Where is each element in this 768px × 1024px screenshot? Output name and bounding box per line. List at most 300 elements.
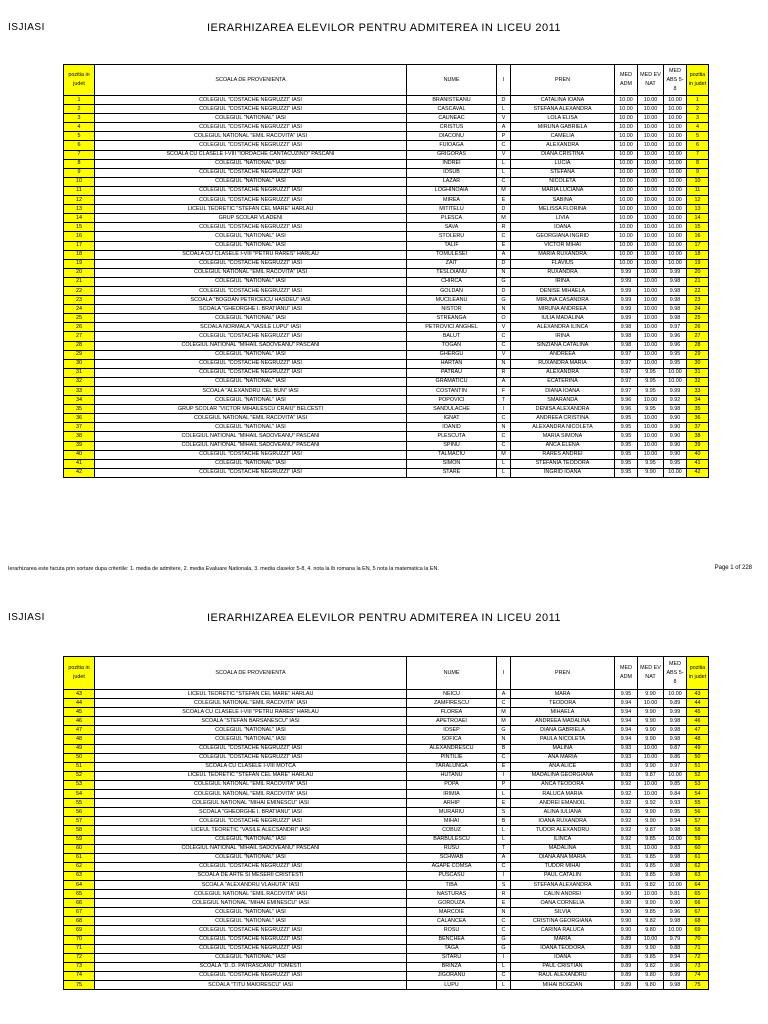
- cell-med-abs: 9.84: [664, 790, 687, 799]
- cell-med-ev: 9.85: [638, 853, 664, 862]
- cell-initial: B: [497, 744, 511, 753]
- cell-pren: SINZIANA CATALINA: [511, 341, 615, 350]
- cell-initial: D: [497, 96, 511, 105]
- cell-name: SPINU: [407, 441, 497, 450]
- cell-med-adm: 9.90: [615, 917, 638, 926]
- cell-position-right: 40: [687, 450, 709, 459]
- cell-school: SCOALA "STEFAN BARSANESCU" IASI: [95, 717, 407, 726]
- cell-med-adm: 9.90: [615, 899, 638, 908]
- cell-school: COLEGIUL "NATIONAL" IASI: [95, 917, 407, 926]
- table-row: [64, 423, 709, 432]
- cell-med-ev: 10.00: [638, 177, 664, 186]
- cell-name: IOSUB: [407, 168, 497, 177]
- cell-med-adm: 10.00: [615, 196, 638, 205]
- cell-pren: MARA: [511, 690, 615, 699]
- cell-pren: IRINA: [511, 332, 615, 341]
- col-school: SCOALA DE PROVENIENTA: [95, 65, 407, 96]
- cell-pren: MARIA: [511, 935, 615, 944]
- cell-school: COLEGIUL "NATIONAL" IASI: [95, 953, 407, 962]
- cell-med-adm: 9.95: [615, 468, 638, 477]
- cell-med-adm: 9.90: [615, 908, 638, 917]
- cell-med-adm: 9.92: [615, 808, 638, 817]
- cell-position-right: 71: [687, 944, 709, 953]
- cell-med-ev: 9.90: [638, 817, 664, 826]
- cell-med-ev: 9.95: [638, 405, 664, 414]
- cell-position-right: 31: [687, 368, 709, 377]
- cell-school: COLEGIUL NATIONAL "MIHAI EMINESCU" IASI: [95, 799, 407, 808]
- cell-med-abs: 9.95: [664, 350, 687, 359]
- cell-name: CALANCEA: [407, 917, 497, 926]
- cell-pren: CARINA RALUCA: [511, 926, 615, 935]
- cell-initial: L: [497, 105, 511, 114]
- cell-pren: PAUL CRISTIAN: [511, 962, 615, 971]
- cell-position: 35: [64, 405, 95, 414]
- cell-med-adm: 9.93: [615, 771, 638, 780]
- cell-pren: MADALINA: [511, 844, 615, 853]
- header-org: ISJIASI: [8, 22, 45, 33]
- cell-med-adm: 9.96: [615, 396, 638, 405]
- cell-position-right: 19: [687, 259, 709, 268]
- cell-name: CRISTUS: [407, 123, 497, 132]
- cell-pren: STEFANA: [511, 168, 615, 177]
- cell-position-right: 67: [687, 908, 709, 917]
- table-row: [64, 871, 709, 880]
- cell-med-adm: 9.95: [615, 414, 638, 423]
- cell-position: 7: [64, 150, 95, 159]
- col-initial: I: [497, 657, 511, 690]
- cell-name: SOFICA: [407, 735, 497, 744]
- cell-med-abs: 10.00: [664, 114, 687, 123]
- cell-position: 37: [64, 423, 95, 432]
- table-row: [64, 123, 709, 132]
- cell-med-adm: 10.00: [615, 141, 638, 150]
- table-row: [64, 150, 709, 159]
- cell-name: PLESCUTA: [407, 432, 497, 441]
- cell-med-abs: 9.79: [664, 935, 687, 944]
- cell-med-adm: 10.00: [615, 186, 638, 195]
- cell-initial: R: [497, 223, 511, 232]
- table-row: [64, 735, 709, 744]
- cell-pren: LOLA ELISA: [511, 114, 615, 123]
- table-row: [64, 168, 709, 177]
- table-row: [64, 826, 709, 835]
- cell-pren: DENISE MIHAELA: [511, 286, 615, 295]
- cell-pren: LUCIA: [511, 159, 615, 168]
- cell-med-ev: 9.85: [638, 953, 664, 962]
- col-pren: PREN: [511, 657, 615, 690]
- cell-pren: MARIA RUXANDRA: [511, 250, 615, 259]
- table-row: [64, 762, 709, 771]
- cell-name: STREANGA: [407, 314, 497, 323]
- cell-position: 53: [64, 780, 95, 789]
- cell-position: 4: [64, 123, 95, 132]
- col-position-right: pozitia in judet: [687, 657, 709, 690]
- cell-med-abs: 9.98: [664, 871, 687, 880]
- cell-initial: O: [497, 314, 511, 323]
- cell-med-adm: 9.98: [615, 323, 638, 332]
- col-position: pozitia in judet: [64, 657, 95, 690]
- cell-med-ev: 9.90: [638, 899, 664, 908]
- cell-med-ev: 9.90: [638, 944, 664, 953]
- cell-school: COLEGIUL "NATIONAL" IASI: [95, 423, 407, 432]
- cell-school: GRUP SCOLAR VLADENI: [95, 214, 407, 223]
- col-med-adm: MED ADM: [615, 657, 638, 690]
- cell-med-ev: 9.85: [638, 871, 664, 880]
- cell-med-abs: 9.87: [664, 744, 687, 753]
- table-header: [64, 65, 709, 96]
- cell-med-ev: 9.90: [638, 762, 664, 771]
- cell-med-abs: 10.00: [664, 214, 687, 223]
- col-pren: PREN: [511, 65, 615, 96]
- cell-med-adm: 9.94: [615, 726, 638, 735]
- cell-pren: ANA MARIA: [511, 753, 615, 762]
- cell-med-ev: 9.90: [638, 708, 664, 717]
- table-row: [64, 177, 709, 186]
- cell-position-right: 56: [687, 808, 709, 817]
- cell-school: COLEGIUL "COSTACHE NEGRUZZI" IASI: [95, 141, 407, 150]
- cell-pren: ALEXANDRA ILINCA: [511, 323, 615, 332]
- table-row: [64, 862, 709, 871]
- cell-school: SCOALA CU CLASELE I-VIII MOTCA: [95, 762, 407, 771]
- table-row: [64, 368, 709, 377]
- cell-position-right: 63: [687, 871, 709, 880]
- cell-initial: M: [497, 708, 511, 717]
- table-row: [64, 459, 709, 468]
- cell-med-ev: 10.00: [638, 114, 664, 123]
- cell-school: COLEGIUL "COSTACHE NEGRUZZI" IASI: [95, 105, 407, 114]
- cell-position-right: 25: [687, 314, 709, 323]
- table-row: [64, 971, 709, 980]
- cell-pren: OANA CORNELIA: [511, 899, 615, 908]
- cell-position: 18: [64, 250, 95, 259]
- cell-initial: E: [497, 241, 511, 250]
- cell-position-right: 57: [687, 817, 709, 826]
- cell-position-right: 42: [687, 468, 709, 477]
- cell-med-ev: 10.00: [638, 844, 664, 853]
- cell-school: COLEGIUL "NATIONAL" IASI: [95, 232, 407, 241]
- cell-med-abs: 9.99: [664, 387, 687, 396]
- cell-school: COLEGIUL NATIONAL "EMIL RACOVITA" IASI: [95, 414, 407, 423]
- cell-initial: I: [497, 771, 511, 780]
- cell-position: 36: [64, 414, 95, 423]
- cell-pren: ANCA TEODORA: [511, 780, 615, 789]
- table-row: [64, 387, 709, 396]
- cell-med-abs: 9.90: [664, 441, 687, 450]
- cell-initial: L: [497, 168, 511, 177]
- cell-initial: A: [497, 250, 511, 259]
- cell-med-abs: 9.92: [664, 396, 687, 405]
- cell-med-abs: 9.98: [664, 726, 687, 735]
- col-name: NUME: [407, 65, 497, 96]
- cell-position-right: 23: [687, 296, 709, 305]
- cell-med-abs: 9.88: [664, 944, 687, 953]
- cell-initial: C: [497, 177, 511, 186]
- cell-pren: IOANA: [511, 223, 615, 232]
- table-row: [64, 890, 709, 899]
- cell-school: COLEGIUL NATIONAL "EMIL RACOVITA" IASI: [95, 132, 407, 141]
- cell-initial: L: [497, 826, 511, 835]
- cell-school: COLEGIUL "COSTACHE NEGRUZZI" IASI: [95, 359, 407, 368]
- cell-pren: IULIA MADALINA: [511, 314, 615, 323]
- col-med-abs: MED ABS 5-8: [664, 657, 687, 690]
- cell-name: MIREA: [407, 196, 497, 205]
- cell-name: COBUZ: [407, 826, 497, 835]
- cell-position: 24: [64, 305, 95, 314]
- table-row: [64, 250, 709, 259]
- cell-school: COLEGIUL "NATIONAL" IASI: [95, 159, 407, 168]
- cell-med-ev: 10.00: [638, 350, 664, 359]
- cell-position-right: 22: [687, 286, 709, 295]
- cell-name: GOLDAN: [407, 286, 497, 295]
- cell-med-ev: 10.00: [638, 935, 664, 944]
- cell-med-adm: 10.00: [615, 205, 638, 214]
- cell-med-ev: 10.00: [638, 423, 664, 432]
- cell-initial: B: [497, 817, 511, 826]
- cell-position-right: 6: [687, 141, 709, 150]
- cell-med-abs: 9.96: [664, 341, 687, 350]
- cell-initial: L: [497, 459, 511, 468]
- cell-school: COLEGIUL "COSTACHE NEGRUZZI" IASI: [95, 186, 407, 195]
- cell-position: 75: [64, 981, 95, 990]
- cell-name: PETROVICI ANGHEL: [407, 323, 497, 332]
- cell-pren: CALIN ANDREI: [511, 890, 615, 899]
- cell-med-abs: 10.00: [664, 771, 687, 780]
- cell-name: AGAPE COMSA: [407, 862, 497, 871]
- cell-med-adm: 10.00: [615, 241, 638, 250]
- cell-name: ZAMFIRESCU: [407, 699, 497, 708]
- cell-med-abs: 10.00: [664, 232, 687, 241]
- cell-name: SAVA: [407, 223, 497, 232]
- cell-position-right: 54: [687, 790, 709, 799]
- cell-med-ev: 10.00: [638, 105, 664, 114]
- cell-med-adm: 10.00: [615, 223, 638, 232]
- cell-school: SCOALA "BOGDAN PETRICEICU HASDEU" IASI: [95, 296, 407, 305]
- cell-position-right: 28: [687, 341, 709, 350]
- cell-school: COLEGIUL "COSTACHE NEGRUZZI" IASI: [95, 862, 407, 871]
- cell-med-abs: 10.00: [664, 468, 687, 477]
- cell-med-adm: 9.99: [615, 268, 638, 277]
- cell-name: SANDULACHE: [407, 405, 497, 414]
- cell-position-right: 14: [687, 214, 709, 223]
- cell-position-right: 55: [687, 799, 709, 808]
- cell-position-right: 9: [687, 168, 709, 177]
- cell-med-adm: 9.91: [615, 871, 638, 880]
- cell-name: MUCILEANU: [407, 296, 497, 305]
- cell-med-abs: 9.98: [664, 862, 687, 871]
- cell-med-ev: 10.00: [638, 159, 664, 168]
- cell-pren: MIRUNA ANDREEA: [511, 305, 615, 314]
- footnote: Ierarhizarea este facuta prin sortare dupa criteriile: 1. media de admitere, 2. media Evaluare Nationala, 3. media claselor 5-8, 4. nota la lb romana la EN, 5 nota la matematica la EN.: [8, 566, 439, 572]
- table-row: [64, 141, 709, 150]
- cell-initial: C: [497, 332, 511, 341]
- cell-position: 14: [64, 214, 95, 223]
- cell-position: 3: [64, 114, 95, 123]
- cell-pren: MIHAELA: [511, 708, 615, 717]
- table-row: [64, 314, 709, 323]
- cell-name: MARCOIE: [407, 908, 497, 917]
- cell-med-abs: 10.00: [664, 259, 687, 268]
- cell-position-right: 66: [687, 899, 709, 908]
- cell-initial: L: [497, 159, 511, 168]
- cell-pren: MADALINA GEORGIANA: [511, 771, 615, 780]
- cell-name: COSTANTIN: [407, 387, 497, 396]
- cell-position: 65: [64, 890, 95, 899]
- cell-position-right: 41: [687, 459, 709, 468]
- table-row: [64, 332, 709, 341]
- cell-med-ev: 9.80: [638, 971, 664, 980]
- cell-position-right: 38: [687, 432, 709, 441]
- cell-school: COLEGIUL NATIONAL "MIHAIL SADOVEANU" PASCANI: [95, 844, 407, 853]
- cell-pren: DIANA CRISTINA: [511, 150, 615, 159]
- cell-initial: V: [497, 323, 511, 332]
- cell-position-right: 60: [687, 844, 709, 853]
- cell-med-abs: 10.00: [664, 377, 687, 386]
- cell-school: COLEGIUL NATIONAL "EMIL RACOVITA" IASI: [95, 790, 407, 799]
- cell-med-adm: 9.93: [615, 762, 638, 771]
- cell-name: RUSU: [407, 844, 497, 853]
- cell-position: 42: [64, 468, 95, 477]
- cell-initial: M: [497, 214, 511, 223]
- cell-med-abs: 9.98: [664, 314, 687, 323]
- cell-position-right: 50: [687, 753, 709, 762]
- cell-med-ev: 10.00: [638, 396, 664, 405]
- cell-name: ROSU: [407, 926, 497, 935]
- cell-med-adm: 9.92: [615, 826, 638, 835]
- table-row: [64, 341, 709, 350]
- cell-name: ZAIT: [407, 259, 497, 268]
- cell-name: DIACONU: [407, 132, 497, 141]
- cell-med-abs: 9.95: [664, 359, 687, 368]
- cell-med-adm: 9.89: [615, 981, 638, 990]
- table-row: [64, 744, 709, 753]
- cell-pren: DIANA IOANA: [511, 387, 615, 396]
- table-row: [64, 132, 709, 141]
- cell-position: 32: [64, 377, 95, 386]
- cell-med-adm: 9.91: [615, 862, 638, 871]
- table-row: [64, 808, 709, 817]
- cell-school: COLEGIUL "COSTACHE NEGRUZZI" IASI: [95, 332, 407, 341]
- cell-name: PUSCASU: [407, 871, 497, 880]
- cell-position-right: 13: [687, 205, 709, 214]
- table-row: [64, 96, 709, 105]
- cell-med-ev: 10.00: [638, 744, 664, 753]
- cell-med-ev: 9.90: [638, 726, 664, 735]
- cell-school: SCOALA "ALEXANDRU VLAHUTA" IASI: [95, 880, 407, 889]
- cell-position: 27: [64, 332, 95, 341]
- cell-pren: RARES ANDREI: [511, 450, 615, 459]
- cell-med-abs: 10.00: [664, 196, 687, 205]
- cell-position: 60: [64, 844, 95, 853]
- cell-med-ev: 9.82: [638, 880, 664, 889]
- cell-med-ev: 10.00: [638, 780, 664, 789]
- cell-initial: C: [497, 699, 511, 708]
- cell-school: LICEUL TEORETIC "VASILE ALECSANDRI" IASI: [95, 826, 407, 835]
- cell-position-right: 72: [687, 953, 709, 962]
- cell-med-adm: 9.94: [615, 708, 638, 717]
- cell-med-abs: 9.85: [664, 780, 687, 789]
- cell-med-ev: 9.80: [638, 926, 664, 935]
- cell-med-abs: 10.00: [664, 186, 687, 195]
- cell-pren: GEORGIANA INGRID: [511, 232, 615, 241]
- cell-med-ev: 9.92: [638, 799, 664, 808]
- cell-initial: F: [497, 387, 511, 396]
- cell-med-adm: 9.95: [615, 432, 638, 441]
- cell-school: COLEGIUL "NATIONAL" IASI: [95, 377, 407, 386]
- cell-name: CHIRCA: [407, 277, 497, 286]
- cell-med-adm: 9.91: [615, 853, 638, 862]
- cell-position-right: 62: [687, 862, 709, 871]
- cell-initial: M: [497, 186, 511, 195]
- cell-position-right: 36: [687, 414, 709, 423]
- cell-pren: STEFANIA TEODORA: [511, 459, 615, 468]
- cell-position-right: 20: [687, 268, 709, 277]
- cell-pren: STEFANA ALEXANDRA: [511, 105, 615, 114]
- cell-school: SCOALA "ALEXANDRU CEL BUN" IASI: [95, 387, 407, 396]
- table-row: [64, 223, 709, 232]
- cell-med-abs: 10.00: [664, 368, 687, 377]
- cell-pren: CAMELIA: [511, 132, 615, 141]
- cell-position-right: 1: [687, 96, 709, 105]
- cell-med-abs: 10.00: [664, 223, 687, 232]
- cell-med-adm: 9.92: [615, 790, 638, 799]
- cell-pren: IRINA: [511, 277, 615, 286]
- cell-initial: S: [497, 880, 511, 889]
- cell-position: 63: [64, 871, 95, 880]
- cell-initial: A: [497, 690, 511, 699]
- cell-med-adm: 10.00: [615, 177, 638, 186]
- cell-initial: A: [497, 853, 511, 862]
- cell-med-adm: 9.97: [615, 387, 638, 396]
- cell-med-adm: 9.97: [615, 359, 638, 368]
- cell-school: COLEGIUL "COSTACHE NEGRUZZI" IASI: [95, 286, 407, 295]
- cell-name: MURARIU: [407, 808, 497, 817]
- cell-school: SCOALA CU CLASELE I-VIII "PETRU RARES" HARLAU: [95, 708, 407, 717]
- cell-med-ev: 10.00: [638, 286, 664, 295]
- cell-name: BALUT: [407, 332, 497, 341]
- cell-position-right: 29: [687, 350, 709, 359]
- cell-med-adm: 9.92: [615, 799, 638, 808]
- cell-position-right: 32: [687, 377, 709, 386]
- cell-pren: ANDREEA: [511, 350, 615, 359]
- cell-name: SITARU: [407, 953, 497, 962]
- table-row: [64, 405, 709, 414]
- cell-school: LICEUL TEORETIC "STEFAN CEL MARE" HARLAU: [95, 690, 407, 699]
- cell-initial: M: [497, 717, 511, 726]
- cell-med-adm: 9.97: [615, 368, 638, 377]
- cell-pren: MALINA: [511, 744, 615, 753]
- cell-pren: IOANA: [511, 953, 615, 962]
- cell-med-abs: 9.95: [664, 459, 687, 468]
- col-med-adm: MED ADM: [615, 65, 638, 96]
- cell-school: SCOALA "TITU MAIORESCU" IASI: [95, 981, 407, 990]
- cell-med-adm: 9.99: [615, 305, 638, 314]
- cell-med-ev: 9.95: [638, 459, 664, 468]
- cell-initial: C: [497, 432, 511, 441]
- cell-name: GRIGORAS: [407, 150, 497, 159]
- cell-school: COLEGIUL "NATIONAL" IASI: [95, 459, 407, 468]
- cell-med-abs: 9.98: [664, 735, 687, 744]
- cell-med-ev: 10.00: [638, 141, 664, 150]
- cell-pren: CATALINA IOANA: [511, 96, 615, 105]
- cell-initial: R: [497, 368, 511, 377]
- cell-name: STOLERU: [407, 232, 497, 241]
- table-row: [64, 880, 709, 889]
- cell-med-abs: 10.00: [664, 880, 687, 889]
- cell-med-ev: 9.90: [638, 690, 664, 699]
- table-row: [64, 935, 709, 944]
- cell-med-abs: 9.89: [664, 699, 687, 708]
- col-med-abs: MED ABS 5-8: [664, 65, 687, 96]
